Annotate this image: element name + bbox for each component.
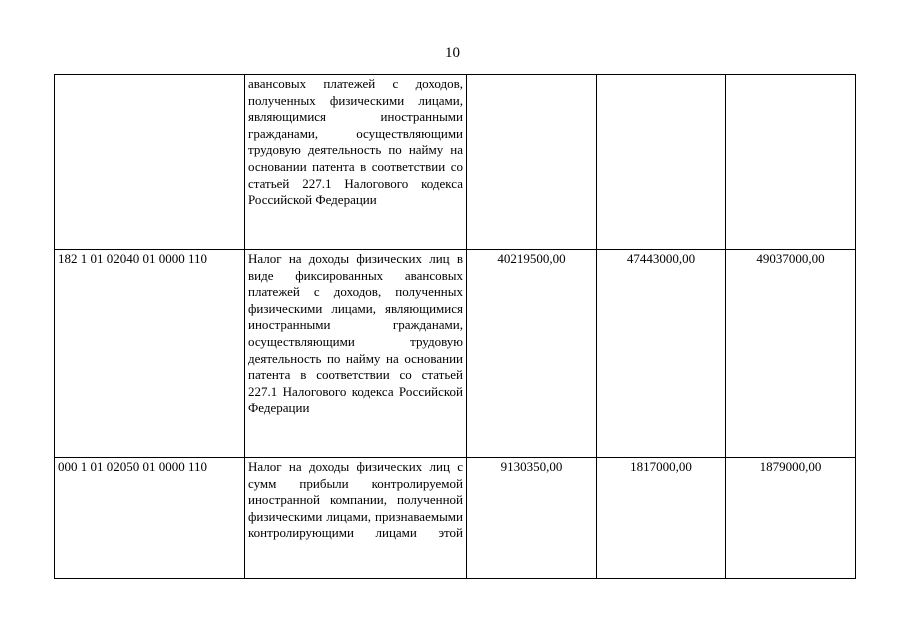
table-row — [55, 250, 856, 458]
value-cell-3: 49037000,00 — [726, 250, 856, 458]
value-cell-1: 40219500,00 — [467, 250, 597, 458]
value-cell-2: 1817000,00 — [597, 458, 726, 579]
value-cell-1 — [467, 75, 597, 250]
revenue-table — [54, 74, 856, 579]
revenue-name-cell: авансовых платежей с доходов, полученных физическими лицами, являющимися иностранными гражданами, осуществляющими трудовую деятельность по найму на основании патента в соответствии со статьей 227.1 Налогового кодекса Российской Федерации — [245, 75, 467, 250]
budget-code-cell: 182 1 01 02040 01 0000 110 — [55, 250, 245, 458]
budget-code-cell: 000 1 01 02050 01 0000 110 — [55, 458, 245, 579]
value-cell-2 — [597, 75, 726, 250]
value-cell-1: 9130350,00 — [467, 458, 597, 579]
value-cell-3: 1879000,00 — [726, 458, 856, 579]
value-cell-2: 47443000,00 — [597, 250, 726, 458]
page-number: 10 — [445, 45, 460, 61]
revenue-name-cell: Налог на доходы физических лиц с сумм прибыли контролируемой иностранной компании, полученной физическими лицами, признаваемыми контролирующими лицами этой — [245, 458, 467, 579]
value-cell-3 — [726, 75, 856, 250]
table-row — [55, 458, 856, 579]
table-row — [55, 75, 856, 250]
revenue-name-cell: Налог на доходы физических лиц в виде фиксированных авансовых платежей с доходов, полученных физическими лицами, являющимися иностранными гражданами, осуществляющими трудовую деятельность по найму на основании патента в соответствии со статьей 227.1 Налогового кодекса Российской Федерации — [245, 250, 467, 458]
budget-code-cell — [55, 75, 245, 250]
